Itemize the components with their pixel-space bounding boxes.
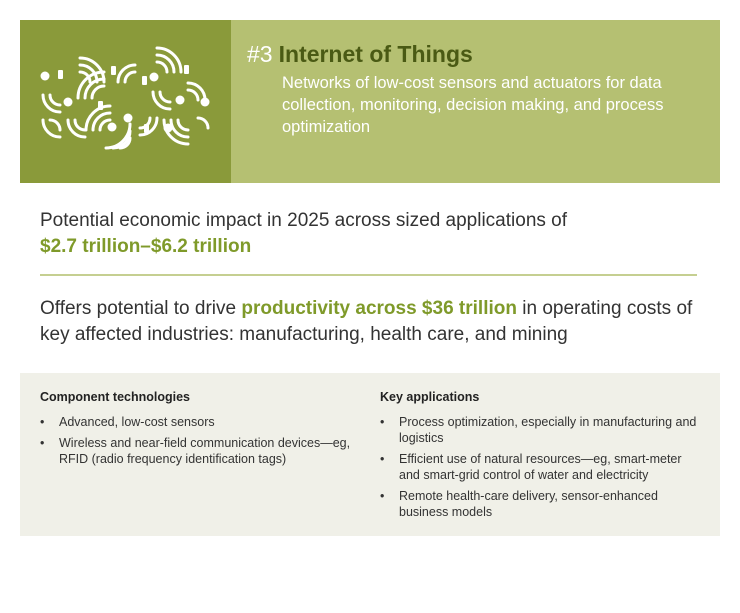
list-item-text: Remote health-care delivery, sensor-enhanced business models [399,489,658,519]
header-panel [20,20,720,183]
productivity-statement [40,296,710,348]
impact-value: $2.7 trillion–$6.2 trillion [40,236,252,257]
offers-prefix: Offers potential to drive [40,298,237,319]
economic-impact [40,208,700,259]
list-item-text: Process optimization, especially in manufacturing and logistics [399,415,697,445]
list-item [380,414,700,446]
bullet-icon: • [380,452,385,466]
bullet-icon: • [380,415,385,429]
offers-suffix: in operating costs of key affected industries: manufacturing, health care, and mining [40,298,693,345]
section-number: #3 [247,41,273,67]
logo-panel [20,20,231,183]
list-item [40,414,360,430]
component-technologies-list [40,414,360,467]
section-description: Networks of low-cost sensors and actuators for data collection, monitoring, decision making, and process optimization [282,74,664,136]
divider [40,274,697,276]
key-applications-heading: Key applications [380,390,480,404]
section-title: Internet of Things [278,41,473,67]
list-item-text: Wireless and near-field communication devices—eg, RFID (radio frequency identification tags) [59,436,351,466]
list-item-text: Efficient use of natural resources—eg, smart-meter and smart-grid control of water and electricity [399,452,682,482]
component-technologies-heading: Component technologies [40,390,190,404]
list-item-text: Advanced, low-cost sensors [59,415,215,429]
bullet-icon: • [380,489,385,503]
component-technologies-column [40,389,360,472]
bullet-icon: • [40,415,45,429]
offers-highlight: productivity across $36 trillion [241,298,517,319]
key-applications-list [380,414,700,520]
details-panel [20,373,720,536]
list-item [380,451,700,483]
impact-text: Potential economic impact in 2025 across sized applications of [40,210,568,231]
sensor-signals-icon [20,20,231,183]
list-item [40,435,360,467]
list-item [380,488,700,520]
key-applications-column [380,389,700,525]
section-heading [247,40,473,68]
bullet-icon: • [40,436,45,450]
